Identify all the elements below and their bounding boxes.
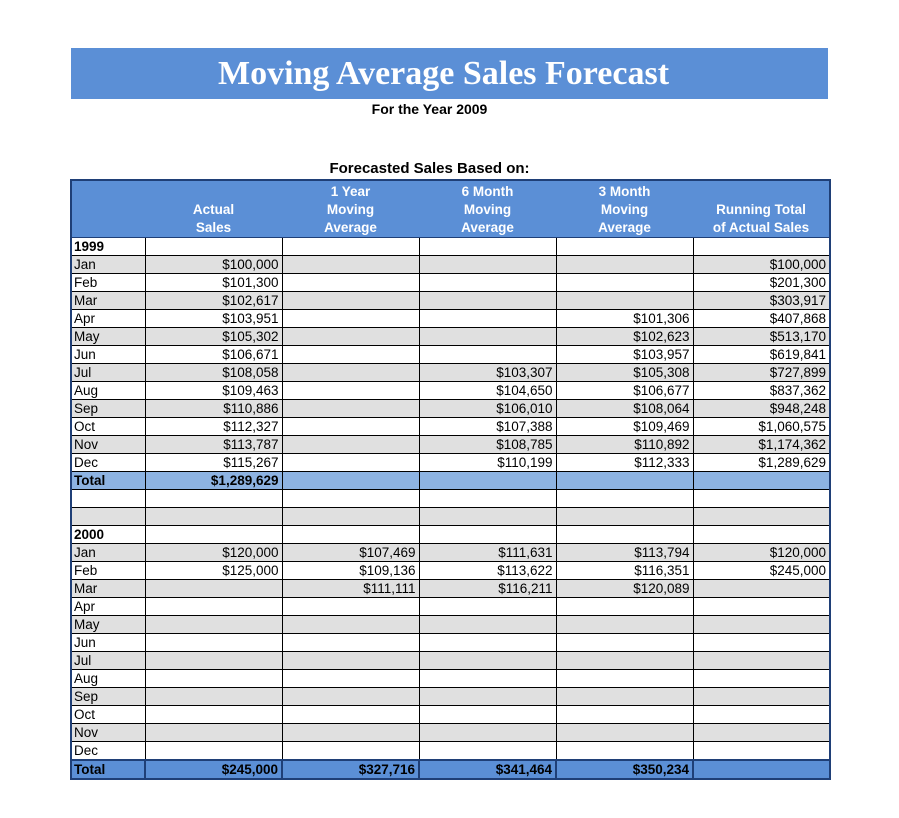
cell-6-month-average[interactable] bbox=[419, 292, 556, 310]
cell-running-total[interactable] bbox=[693, 688, 830, 706]
cell-actual-sales[interactable]: $103,951 bbox=[145, 310, 282, 328]
header-1-year-moving-average bbox=[282, 180, 419, 238]
cell-1-year-average[interactable] bbox=[282, 454, 419, 472]
cell-3-month-average[interactable]: $112,333 bbox=[556, 454, 693, 472]
cell-running-total[interactable] bbox=[693, 526, 830, 544]
header-line: Moving bbox=[600, 202, 649, 217]
header-running-total bbox=[693, 180, 830, 238]
cell-month[interactable]: Total bbox=[71, 760, 145, 779]
cell-3-month-average[interactable] bbox=[556, 688, 693, 706]
table-row bbox=[71, 292, 830, 310]
table-row bbox=[71, 364, 830, 382]
cell-6-month-average[interactable]: $107,388 bbox=[419, 418, 556, 436]
cell-6-month-average[interactable] bbox=[419, 238, 556, 256]
cell-6-month-average[interactable] bbox=[419, 256, 556, 274]
cell-1-year-average[interactable]: $107,469 bbox=[282, 544, 419, 562]
cell-running-total[interactable]: $837,362 bbox=[693, 382, 830, 400]
cell-6-month-average[interactable] bbox=[419, 310, 556, 328]
cell-running-total[interactable]: $619,841 bbox=[693, 346, 830, 364]
cell-running-total[interactable] bbox=[693, 580, 830, 598]
cell-running-total[interactable]: $1,289,629 bbox=[693, 454, 830, 472]
cell-actual-sales[interactable] bbox=[145, 238, 282, 256]
cell-1-year-average[interactable] bbox=[282, 526, 419, 544]
total-row bbox=[71, 760, 830, 779]
cell-6-month-average[interactable]: $106,010 bbox=[419, 400, 556, 418]
cell-actual-sales[interactable]: $245,000 bbox=[145, 760, 282, 779]
cell-actual-sales[interactable]: $115,267 bbox=[145, 454, 282, 472]
cell-actual-sales[interactable] bbox=[145, 634, 282, 652]
cell-6-month-average[interactable]: $103,307 bbox=[419, 364, 556, 382]
cell-running-total[interactable]: $100,000 bbox=[693, 256, 830, 274]
cell-actual-sales[interactable] bbox=[145, 580, 282, 598]
cell-3-month-average[interactable]: $110,892 bbox=[556, 436, 693, 454]
cell-month[interactable]: Total bbox=[71, 472, 145, 490]
forecast-table bbox=[70, 179, 831, 780]
cell-1-year-average[interactable] bbox=[282, 706, 419, 724]
cell-3-month-average[interactable]: $105,308 bbox=[556, 364, 693, 382]
table-row bbox=[71, 328, 830, 346]
cell-3-month-average[interactable]: $106,677 bbox=[556, 382, 693, 400]
cell-1-year-average[interactable] bbox=[282, 598, 419, 616]
page-subtitle: For the Year 2009 bbox=[371, 101, 488, 117]
cell-month[interactable]: 1999 bbox=[71, 238, 145, 256]
cell-running-total[interactable] bbox=[693, 742, 830, 761]
cell-month[interactable]: Oct bbox=[71, 418, 145, 436]
cell-actual-sales[interactable]: $105,302 bbox=[145, 328, 282, 346]
header-line: Moving bbox=[463, 202, 512, 217]
cell-6-month-average[interactable] bbox=[419, 526, 556, 544]
cell-month[interactable]: Nov bbox=[71, 724, 145, 742]
table-row bbox=[71, 418, 830, 436]
cell-running-total[interactable] bbox=[693, 652, 830, 670]
cell-1-year-average[interactable] bbox=[282, 472, 419, 490]
table-row bbox=[71, 544, 830, 562]
cell-3-month-average[interactable] bbox=[556, 472, 693, 490]
cell-actual-sales[interactable]: $112,327 bbox=[145, 418, 282, 436]
cell-6-month-average[interactable]: $116,211 bbox=[419, 580, 556, 598]
cell-6-month-average[interactable] bbox=[419, 472, 556, 490]
table-row bbox=[71, 580, 830, 598]
header-line: 1 Year bbox=[330, 184, 371, 199]
cell-running-total[interactable] bbox=[693, 508, 830, 526]
cell-running-total[interactable] bbox=[693, 472, 830, 490]
table-row bbox=[71, 598, 830, 616]
cell-6-month-average[interactable] bbox=[419, 508, 556, 526]
cell-month[interactable]: Apr bbox=[71, 598, 145, 616]
cell-running-total[interactable] bbox=[693, 670, 830, 688]
cell-actual-sales[interactable]: $109,463 bbox=[145, 382, 282, 400]
cell-month[interactable]: Feb bbox=[71, 274, 145, 292]
cell-1-year-average[interactable] bbox=[282, 508, 419, 526]
cell-actual-sales[interactable]: $113,787 bbox=[145, 436, 282, 454]
cell-actual-sales[interactable]: $106,671 bbox=[145, 346, 282, 364]
cell-1-year-average[interactable] bbox=[282, 742, 419, 761]
cell-3-month-average[interactable] bbox=[556, 670, 693, 688]
header-line: Sales bbox=[195, 220, 232, 235]
cell-month[interactable]: 2000 bbox=[71, 526, 145, 544]
cell-1-year-average[interactable] bbox=[282, 634, 419, 652]
cell-running-total[interactable]: $1,174,362 bbox=[693, 436, 830, 454]
cell-month[interactable]: Dec bbox=[71, 454, 145, 472]
cell-1-year-average[interactable]: $111,111 bbox=[282, 580, 419, 598]
cell-running-total[interactable] bbox=[693, 724, 830, 742]
header-line: Average bbox=[324, 220, 377, 235]
cell-month[interactable]: Sep bbox=[71, 400, 145, 418]
header-line: of Actual Sales bbox=[712, 220, 810, 235]
cell-1-year-average[interactable] bbox=[282, 670, 419, 688]
cell-actual-sales[interactable] bbox=[145, 652, 282, 670]
cell-running-total[interactable]: $727,899 bbox=[693, 364, 830, 382]
cell-actual-sales[interactable] bbox=[145, 670, 282, 688]
cell-6-month-average[interactable] bbox=[419, 346, 556, 364]
cell-3-month-average[interactable]: $101,306 bbox=[556, 310, 693, 328]
cell-3-month-average[interactable]: $108,064 bbox=[556, 400, 693, 418]
table-row bbox=[71, 670, 830, 688]
cell-running-total[interactable]: $407,868 bbox=[693, 310, 830, 328]
header-row bbox=[71, 180, 830, 238]
cell-running-total[interactable]: $245,000 bbox=[693, 562, 830, 580]
cell-3-month-average[interactable] bbox=[556, 706, 693, 724]
cell-6-month-average[interactable] bbox=[419, 598, 556, 616]
cell-1-year-average[interactable] bbox=[282, 328, 419, 346]
cell-3-month-average[interactable] bbox=[556, 598, 693, 616]
header-line: 3 Month bbox=[598, 184, 651, 199]
table-row bbox=[71, 562, 830, 580]
cell-running-total[interactable]: $513,170 bbox=[693, 328, 830, 346]
table-row bbox=[71, 634, 830, 652]
table-row bbox=[71, 742, 830, 761]
header-6-month-moving-average bbox=[419, 180, 556, 238]
forecast-basis-label: Forecasted Sales Based on: bbox=[329, 160, 530, 177]
cell-actual-sales[interactable] bbox=[145, 616, 282, 634]
cell-3-month-average[interactable] bbox=[556, 274, 693, 292]
cell-running-total[interactable]: $948,248 bbox=[693, 400, 830, 418]
table-row bbox=[71, 310, 830, 328]
cell-1-year-average[interactable] bbox=[282, 490, 419, 508]
table-row bbox=[71, 400, 830, 418]
cell-month[interactable]: Apr bbox=[71, 310, 145, 328]
cell-1-year-average[interactable] bbox=[282, 382, 419, 400]
cell-3-month-average[interactable] bbox=[556, 256, 693, 274]
cell-6-month-average[interactable] bbox=[419, 688, 556, 706]
cell-actual-sales[interactable]: $110,886 bbox=[145, 400, 282, 418]
cell-running-total[interactable]: $303,917 bbox=[693, 292, 830, 310]
page-title: Moving Average Sales Forecast bbox=[71, 48, 828, 99]
table-row bbox=[71, 436, 830, 454]
cell-6-month-average[interactable]: $110,199 bbox=[419, 454, 556, 472]
cell-1-year-average[interactable] bbox=[282, 724, 419, 742]
table-row bbox=[71, 382, 830, 400]
cell-running-total[interactable] bbox=[693, 760, 830, 779]
cell-actual-sales[interactable]: $120,000 bbox=[145, 544, 282, 562]
cell-6-month-average[interactable]: $111,631 bbox=[419, 544, 556, 562]
cell-3-month-average[interactable] bbox=[556, 490, 693, 508]
cell-1-year-average[interactable] bbox=[282, 436, 419, 454]
table-row bbox=[71, 490, 830, 508]
cell-month[interactable]: Aug bbox=[71, 670, 145, 688]
cell-running-total[interactable] bbox=[693, 634, 830, 652]
table-row bbox=[71, 706, 830, 724]
cell-1-year-average[interactable] bbox=[282, 274, 419, 292]
table-row bbox=[71, 454, 830, 472]
cell-month[interactable]: Dec bbox=[71, 742, 145, 761]
cell-3-month-average[interactable]: $113,794 bbox=[556, 544, 693, 562]
cell-actual-sales[interactable]: $1,289,629 bbox=[145, 472, 282, 490]
cell-month[interactable]: Jan bbox=[71, 256, 145, 274]
cell-6-month-average[interactable] bbox=[419, 742, 556, 761]
header-line: 6 Month bbox=[461, 184, 514, 199]
table-row bbox=[71, 688, 830, 706]
cell-running-total[interactable] bbox=[693, 616, 830, 634]
cell-month[interactable]: Feb bbox=[71, 562, 145, 580]
header-3-month-moving-average bbox=[556, 180, 693, 238]
cell-actual-sales[interactable] bbox=[145, 598, 282, 616]
cell-month[interactable]: Jul bbox=[71, 364, 145, 382]
cell-6-month-average[interactable] bbox=[419, 274, 556, 292]
cell-1-year-average[interactable] bbox=[282, 310, 419, 328]
cell-month[interactable]: Jun bbox=[71, 346, 145, 364]
cell-1-year-average[interactable] bbox=[282, 616, 419, 634]
cell-6-month-average[interactable]: $113,622 bbox=[419, 562, 556, 580]
cell-month[interactable]: Mar bbox=[71, 292, 145, 310]
cell-3-month-average[interactable]: $116,351 bbox=[556, 562, 693, 580]
cell-1-year-average[interactable] bbox=[282, 292, 419, 310]
cell-actual-sales[interactable]: $108,058 bbox=[145, 364, 282, 382]
cell-actual-sales[interactable]: $102,617 bbox=[145, 292, 282, 310]
cell-6-month-average[interactable] bbox=[419, 634, 556, 652]
cell-month[interactable]: Jan bbox=[71, 544, 145, 562]
cell-month[interactable]: May bbox=[71, 616, 145, 634]
cell-6-month-average[interactable] bbox=[419, 490, 556, 508]
cell-month[interactable]: Nov bbox=[71, 436, 145, 454]
header-line: Average bbox=[461, 220, 514, 235]
table-row bbox=[71, 616, 830, 634]
cell-6-month-average[interactable] bbox=[419, 724, 556, 742]
cell-3-month-average[interactable] bbox=[556, 616, 693, 634]
year-row bbox=[71, 238, 830, 256]
cell-3-month-average[interactable] bbox=[556, 292, 693, 310]
cell-month[interactable]: Aug bbox=[71, 382, 145, 400]
cell-month[interactable]: May bbox=[71, 328, 145, 346]
cell-3-month-average[interactable] bbox=[556, 724, 693, 742]
table-row bbox=[71, 724, 830, 742]
cell-running-total[interactable]: $201,300 bbox=[693, 274, 830, 292]
cell-actual-sales[interactable] bbox=[145, 688, 282, 706]
cell-actual-sales[interactable] bbox=[145, 706, 282, 724]
cell-running-total[interactable] bbox=[693, 490, 830, 508]
cell-actual-sales[interactable]: $125,000 bbox=[145, 562, 282, 580]
cell-3-month-average[interactable] bbox=[556, 634, 693, 652]
cell-actual-sales[interactable] bbox=[145, 508, 282, 526]
cell-1-year-average[interactable] bbox=[282, 256, 419, 274]
cell-running-total[interactable] bbox=[693, 238, 830, 256]
cell-1-year-average[interactable] bbox=[282, 652, 419, 670]
cell-running-total[interactable] bbox=[693, 706, 830, 724]
cell-1-year-average[interactable] bbox=[282, 238, 419, 256]
cell-month[interactable]: Jun bbox=[71, 634, 145, 652]
cell-actual-sales[interactable] bbox=[145, 742, 282, 761]
cell-6-month-average[interactable] bbox=[419, 616, 556, 634]
cell-1-year-average[interactable] bbox=[282, 688, 419, 706]
cell-actual-sales[interactable]: $100,000 bbox=[145, 256, 282, 274]
cell-month[interactable]: Mar bbox=[71, 580, 145, 598]
cell-running-total[interactable]: $1,060,575 bbox=[693, 418, 830, 436]
cell-3-month-average[interactable] bbox=[556, 526, 693, 544]
cell-1-year-average[interactable]: $327,716 bbox=[282, 760, 419, 779]
table-row bbox=[71, 256, 830, 274]
cell-3-month-average[interactable] bbox=[556, 652, 693, 670]
header-line: Running Total bbox=[716, 202, 806, 217]
cell-actual-sales[interactable] bbox=[145, 724, 282, 742]
table-row bbox=[71, 346, 830, 364]
cell-6-month-average[interactable] bbox=[419, 328, 556, 346]
cell-6-month-average[interactable] bbox=[419, 670, 556, 688]
cell-1-year-average[interactable]: $109,136 bbox=[282, 562, 419, 580]
header-actual-sales bbox=[145, 180, 282, 238]
cell-1-year-average[interactable] bbox=[282, 346, 419, 364]
cell-3-month-average[interactable] bbox=[556, 742, 693, 761]
cell-month[interactable] bbox=[71, 490, 145, 508]
cell-3-month-average[interactable] bbox=[556, 238, 693, 256]
total-row bbox=[71, 472, 830, 490]
cell-3-month-average[interactable]: $102,623 bbox=[556, 328, 693, 346]
cell-1-year-average[interactable] bbox=[282, 364, 419, 382]
cell-3-month-average[interactable]: $350,234 bbox=[556, 760, 693, 779]
cell-month[interactable]: Sep bbox=[71, 688, 145, 706]
header-line: Moving bbox=[326, 202, 375, 217]
table-row bbox=[71, 274, 830, 292]
header-line: Actual bbox=[192, 202, 235, 217]
header-line: Average bbox=[598, 220, 651, 235]
cell-6-month-average[interactable]: $108,785 bbox=[419, 436, 556, 454]
cell-month[interactable]: Oct bbox=[71, 706, 145, 724]
cell-month[interactable]: Jul bbox=[71, 652, 145, 670]
cell-6-month-average[interactable]: $341,464 bbox=[419, 760, 556, 779]
table-row bbox=[71, 508, 830, 526]
cell-running-total[interactable]: $120,000 bbox=[693, 544, 830, 562]
year-row bbox=[71, 526, 830, 544]
cell-1-year-average[interactable] bbox=[282, 418, 419, 436]
cell-actual-sales[interactable] bbox=[145, 490, 282, 508]
cell-1-year-average[interactable] bbox=[282, 400, 419, 418]
cell-3-month-average[interactable]: $109,469 bbox=[556, 418, 693, 436]
cell-3-month-average[interactable] bbox=[556, 508, 693, 526]
cell-actual-sales[interactable]: $101,300 bbox=[145, 274, 282, 292]
cell-month[interactable] bbox=[71, 508, 145, 526]
table-row bbox=[71, 652, 830, 670]
cell-running-total[interactable] bbox=[693, 598, 830, 616]
cell-3-month-average[interactable]: $103,957 bbox=[556, 346, 693, 364]
cell-6-month-average[interactable] bbox=[419, 706, 556, 724]
cell-actual-sales[interactable] bbox=[145, 526, 282, 544]
header-month bbox=[71, 180, 145, 238]
cell-3-month-average[interactable]: $120,089 bbox=[556, 580, 693, 598]
cell-6-month-average[interactable]: $104,650 bbox=[419, 382, 556, 400]
cell-6-month-average[interactable] bbox=[419, 652, 556, 670]
